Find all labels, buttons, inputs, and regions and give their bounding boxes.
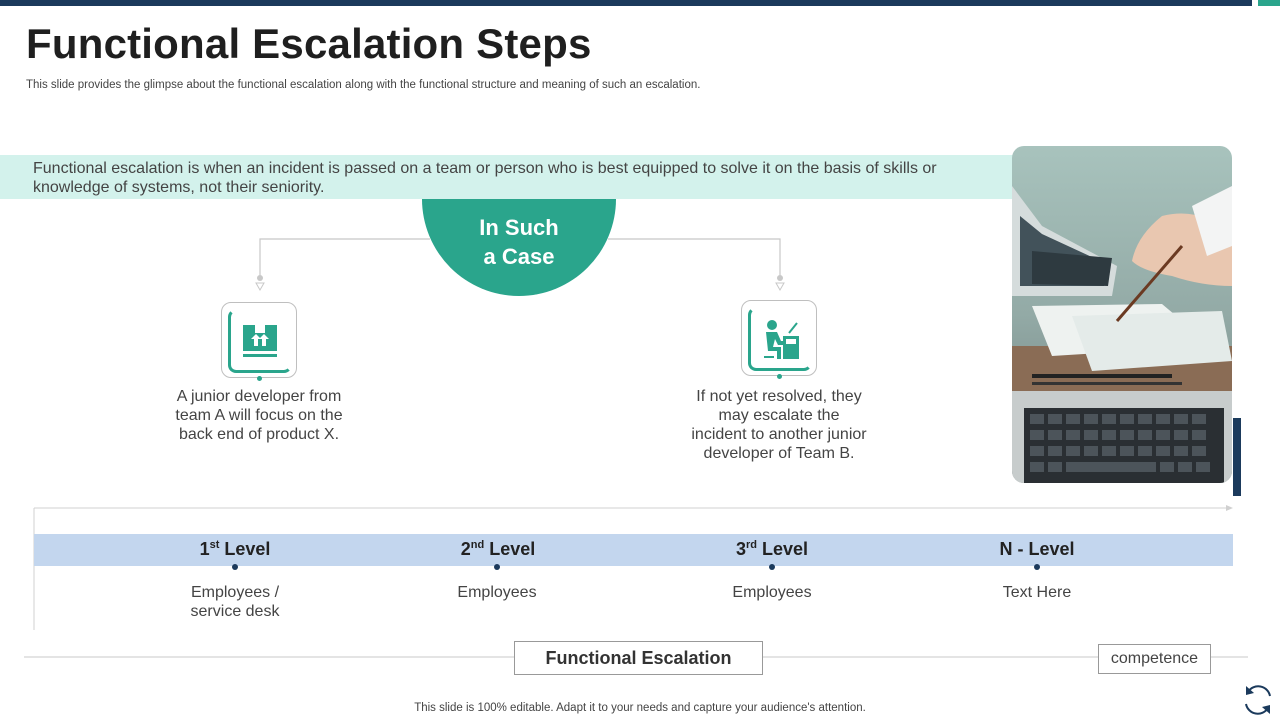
- level-title-1: 1st Level: [199, 539, 271, 559]
- level-desc-2: Employees: [457, 584, 537, 601]
- case-left-line: back end of product X.: [178, 426, 340, 443]
- competence-label: competence: [1098, 644, 1211, 674]
- laptop-desk-photo: [1012, 146, 1232, 483]
- case-left-line: A junior developer from: [176, 388, 342, 405]
- level-dot: [232, 564, 238, 570]
- box-up-icon: [241, 321, 279, 361]
- functional-escalation-label: Functional Escalation: [514, 641, 763, 675]
- level-desc-line: Employees /: [190, 584, 280, 601]
- case-right-line: developer of Team B.: [703, 445, 855, 462]
- case-right-line: If not yet resolved, they: [696, 388, 862, 405]
- person-at-desk-icon: [761, 319, 801, 361]
- case-icon-box-left: [221, 302, 297, 378]
- level-desc-3: Employees: [732, 584, 812, 601]
- case-icon-box-right: [741, 300, 817, 376]
- case-dot-right: [777, 374, 782, 379]
- refresh-icon[interactable]: [1240, 682, 1276, 718]
- level-desc-line: service desk: [190, 603, 280, 620]
- slide-subtitle: This slide provides the glimpse about the functional escalation along with the functional structure and meaning of such an escalation.: [26, 79, 701, 91]
- level-title-2: 2nd Level: [460, 539, 536, 559]
- case-label-line1: In Such: [479, 215, 559, 240]
- level-title-n: N - Level: [999, 539, 1075, 559]
- level-dot: [1034, 564, 1040, 570]
- case-right-line: may escalate the: [718, 407, 840, 424]
- footer-note: This slide is 100% editable. Adapt it to your needs and capture your audience's attention.: [414, 702, 866, 714]
- level-title-3: 3rd Level: [735, 539, 809, 559]
- case-right-line: incident to another junior: [691, 426, 867, 443]
- level-desc-n: Text Here: [1002, 584, 1072, 601]
- side-accent-bar: [1233, 418, 1241, 496]
- case-description-left: [144, 387, 374, 444]
- case-dot-left: [257, 376, 262, 381]
- level-desc-1: [155, 583, 315, 621]
- definition-text: Functional escalation is when an incident is passed on a team or person who is best equipped to solve it on the basis of skills or knowledge of systems, not their seniority.: [33, 160, 937, 196]
- slide-title: Functional Escalation Steps: [26, 20, 592, 67]
- case-left-line: team A will focus on the: [175, 407, 343, 424]
- case-label-line2: a Case: [483, 244, 555, 269]
- case-description-right: [664, 387, 894, 463]
- level-dot: [494, 564, 500, 570]
- level-dot: [769, 564, 775, 570]
